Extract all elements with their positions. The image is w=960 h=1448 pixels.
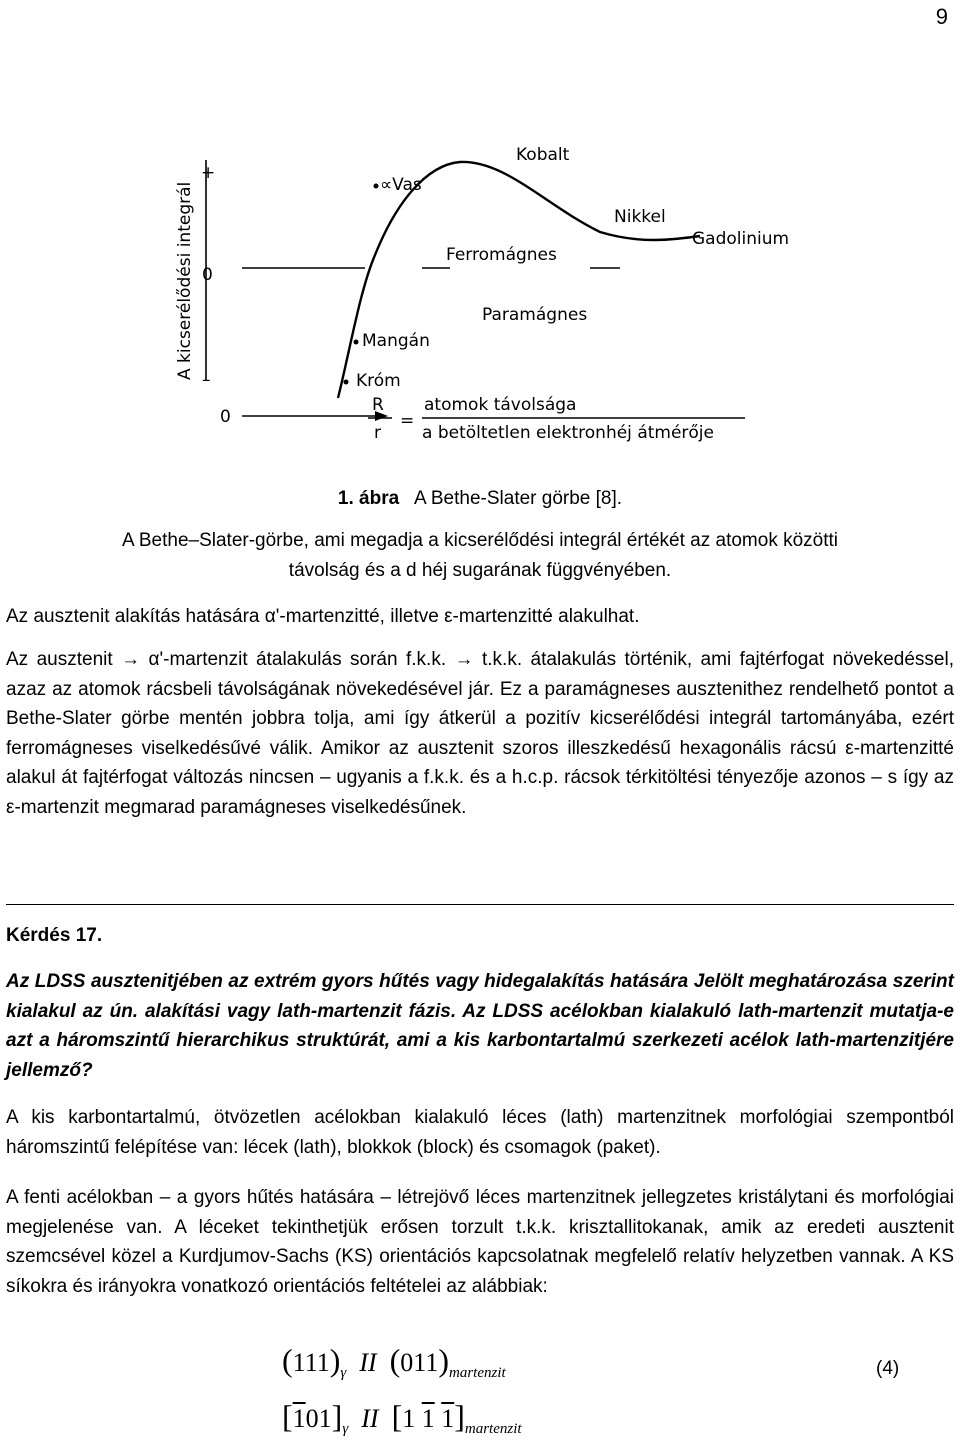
label-krom: Króm — [356, 371, 401, 391]
question-text: Az LDSS ausztenitjében az extrém gyors hűtés vagy hidegalakítás hatására Jelölt meghatározása szerint kialakul az ún. alakítási vagy lath-martenzit fázis. Az LDSS acélokban kialakuló lath-martenzit mutatja-e azt a háromszintű hierarchikus struktúrát, ami a kis karbontartalmú szerkezeti acélok lath-martenzitjére jellemző? — [6, 971, 954, 1081]
formula-rhs-denominator: a betöltetlen elektronhéj átmérője — [422, 423, 714, 443]
formula-denominator: r — [374, 423, 381, 443]
bethe-slater-diagram — [160, 140, 800, 480]
eq2-dir-b-bar1: 1 — [421, 1404, 435, 1433]
body-paragraph-1: Az ausztenit alakítás hatására α'-martenzitté, illetve ε-martenzitté alakulhat. — [6, 606, 640, 627]
label-paramagnes: Paramágnes — [482, 305, 588, 325]
formula-numerator: R — [372, 395, 384, 415]
equation-number: (4) — [876, 1358, 900, 1379]
formula-equals: = — [400, 411, 415, 431]
y-minus-label: – — [202, 370, 211, 390]
equation-row-1: $(111)_\gamma$ II $(011)_{martenzit}$ — [282, 1342, 506, 1381]
question-title: Kérdés 17. — [6, 925, 103, 946]
eq1-sub-b: martenzit — [449, 1365, 506, 1381]
answer-paragraph-1: A kis karbontartalmú, ötvözetlen acélokban kialakuló léces (lath) martenzitnek morfológiai szempontból háromszintű felépítése van: lécek (lath), blokkok (block) és csomagok (paket). — [6, 1107, 954, 1158]
label-vas: ∝Vas — [380, 175, 422, 195]
vas-point — [374, 184, 379, 189]
eq1-parallel: II — [359, 1348, 377, 1377]
eq2-dir-a-rest: 01 — [305, 1404, 332, 1433]
caption-line-3: távolság és a d héj sugarának függvényében. — [288, 560, 672, 581]
eq1-plane-a: 111 — [292, 1348, 330, 1377]
eq2-sub-a: γ — [342, 1421, 349, 1437]
y-plus-label: + — [201, 163, 216, 183]
eq1-plane-b: 011 — [400, 1348, 439, 1377]
caption-text: A Bethe-Slater görbe [8]. — [413, 488, 623, 509]
label-nikkel: Nikkel — [614, 207, 666, 227]
eq2-dir-b-1: 1 — [402, 1404, 416, 1433]
page-number: 9 — [935, 4, 948, 29]
y-zero-label: 0 — [202, 265, 213, 285]
label-mangan: Mangán — [362, 331, 430, 351]
y-axis-label: A kicserélődési integrál — [175, 181, 195, 380]
label-ferromagnes: Ferromágnes — [446, 245, 557, 265]
figure-caption — [0, 488, 960, 510]
caption-line-2: A Bethe–Slater-görbe, ami megadja a kicserélődési integrál értékét az atomok közötti — [121, 530, 839, 551]
eq2-dir-b-bar2: 1 — [441, 1404, 455, 1433]
bethe-slater-curve — [338, 162, 700, 398]
mangan-point — [354, 340, 359, 345]
eq1-sub-a: γ — [340, 1365, 347, 1381]
bethe-slater-figure — [160, 140, 800, 480]
krom-point — [344, 380, 349, 385]
equation-row-2: $[101]_\gamma$ II [1 1 $1]_{martenzit}$ — [282, 1398, 522, 1437]
formula-rhs-numerator: atomok távolsága — [424, 395, 577, 415]
body-paragraph-2: Az ausztenit → α'-martenzit átalakulás során f.k.k. → t.k.k. átalakulás történik, ami fajtérfogat növekedéssel, azaz az atomok rácsbeli távolságának növekedésével jár. Ez a paramágneses ausztenithez rendelhető pontot a Bethe-Slater görbe mentén jobbra tolja, ami így átkerül a pozitív kicserélődési integrál tartományába, ezért ferromágneses viselkedésűvé válik. Amikor az ausztenit szoros illeszkedésű hexagonális rácsú ε-martenzitté alakul át fajtérfogat változás nincsen – ugyanis a f.k.k. és a h.c.p. rácsok térkitöltési tényezője azonos – s így az ε-martenzit megmarad paramágneses viselkedésűnek. — [6, 649, 954, 818]
x-zero-label: 0 — [220, 407, 231, 427]
label-kobalt: Kobalt — [516, 145, 570, 165]
eq2-dir-a-bar: 1 — [292, 1404, 306, 1433]
caption-label: 1. ábra — [337, 488, 400, 509]
eq2-sub-b: martenzit — [464, 1421, 522, 1437]
answer-paragraph-2: A fenti acélokban – a gyors hűtés hatására – létrejövő léces martenzitnek jellegzetes kristálytani és morfológiai megjelenése van. A léceket tekinthetjük erősen torzult t.k.k. krisztallitokanak, amik az eredeti ausztenit szemcsével közel a Kurdjumov-Sachs (KS) orientációs kapcsolatnak megfelelő relatív helyzetben vannak. A KS síkokra és irányokra vonatkozó orientációs feltételei az alábbiak: — [6, 1187, 954, 1297]
section-divider — [6, 904, 954, 905]
eq2-parallel: II — [361, 1404, 379, 1433]
label-gadolinium: Gadolinium — [692, 229, 790, 249]
